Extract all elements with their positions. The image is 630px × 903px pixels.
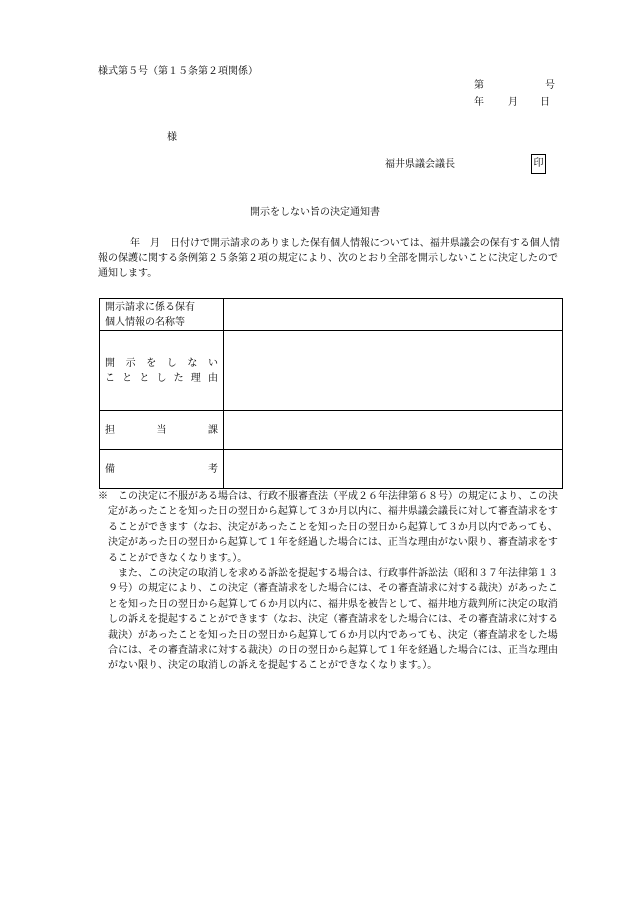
- document-number-prefix: 第: [474, 80, 484, 91]
- label-reason: [100, 331, 224, 411]
- value-remarks: [224, 450, 563, 489]
- date-month: 月: [508, 97, 518, 108]
- table-row: [100, 331, 563, 411]
- table-row: [100, 299, 563, 331]
- body-text: 年 月 日付けで開示請求のありました保有個人情報については、福井県議会の保有する個人情報の保護に関する条例第２５条第２項の規定により、次のとおり全部を開示しないことに決定したので通知します。: [98, 238, 560, 279]
- label-reason-line2: こ と と し た 理 由: [105, 372, 218, 384]
- issuer: 福井県議会議長: [385, 159, 455, 170]
- label-info-name: [100, 299, 224, 331]
- label-info-name-line2: 個人情報の名称等: [105, 316, 185, 328]
- value-reason: [224, 331, 563, 411]
- seal-box: 印: [531, 154, 546, 174]
- addressee: 様: [167, 132, 177, 143]
- table-row: [100, 450, 563, 489]
- date-day: 日: [540, 97, 550, 108]
- document-title: 開示をしない旨の決定通知書: [250, 207, 380, 218]
- document-number: [474, 79, 555, 92]
- label-info-name-line1: 開示請求に係る保有: [105, 301, 195, 313]
- label-department: 担 当 課: [100, 411, 224, 450]
- form-id: 様式第５号（第１５条第２項関係）: [98, 66, 258, 77]
- value-info-name: [224, 299, 563, 331]
- date-year: 年: [474, 97, 484, 108]
- table-row: [100, 411, 563, 450]
- label-reason-line1: 開 示 を し な い: [105, 357, 218, 369]
- value-department: [224, 411, 563, 450]
- note-appeal: ※ この決定に不服がある場合は、行政不服審査法（平成２６年法律第６８号）の規定により、この決定があったことを知った日の翌日から起算して３か月以内に、福井県議会議長に対して審査請求をすることができます（なお、決定があったことを知った日の翌日から起算して３か月以内であっても、決定があった日の翌日から起算して１年を経過した場合には、正当な理由がない限り、審査請求をすることができなくなります。）。: [98, 491, 558, 564]
- document-number-suffix: 号: [545, 80, 555, 91]
- notes: [98, 489, 564, 674]
- note-lawsuit: また、この決定の取消しを求める訴訟を提起する場合は、行政事件訴訟法（昭和３７年法律第１３９号）の規定により、この決定（審査請求をした場合には、その審査請求に対する裁決）があったことを知った日の翌日から起算して６か月以内に、福井県を被告として、福井地方裁判所に決定の取消しの訴えを提起することができます（なお、決定（審査請求をした場合には、その審査請求に対する裁決）があったことを知った日の翌日から起算して６か月以内であっても、決定（審査請求をした場合には、その審査請求に対する裁決）の日の翌日から起算して１年を経過した場合には、正当な理由がない限り、決定の取消しの訴えを提起することができなくなります。）。: [108, 568, 558, 672]
- document-date: [474, 96, 550, 109]
- info-table: [99, 298, 563, 489]
- label-remarks: 備 考: [100, 450, 224, 489]
- body-paragraph: [98, 236, 564, 281]
